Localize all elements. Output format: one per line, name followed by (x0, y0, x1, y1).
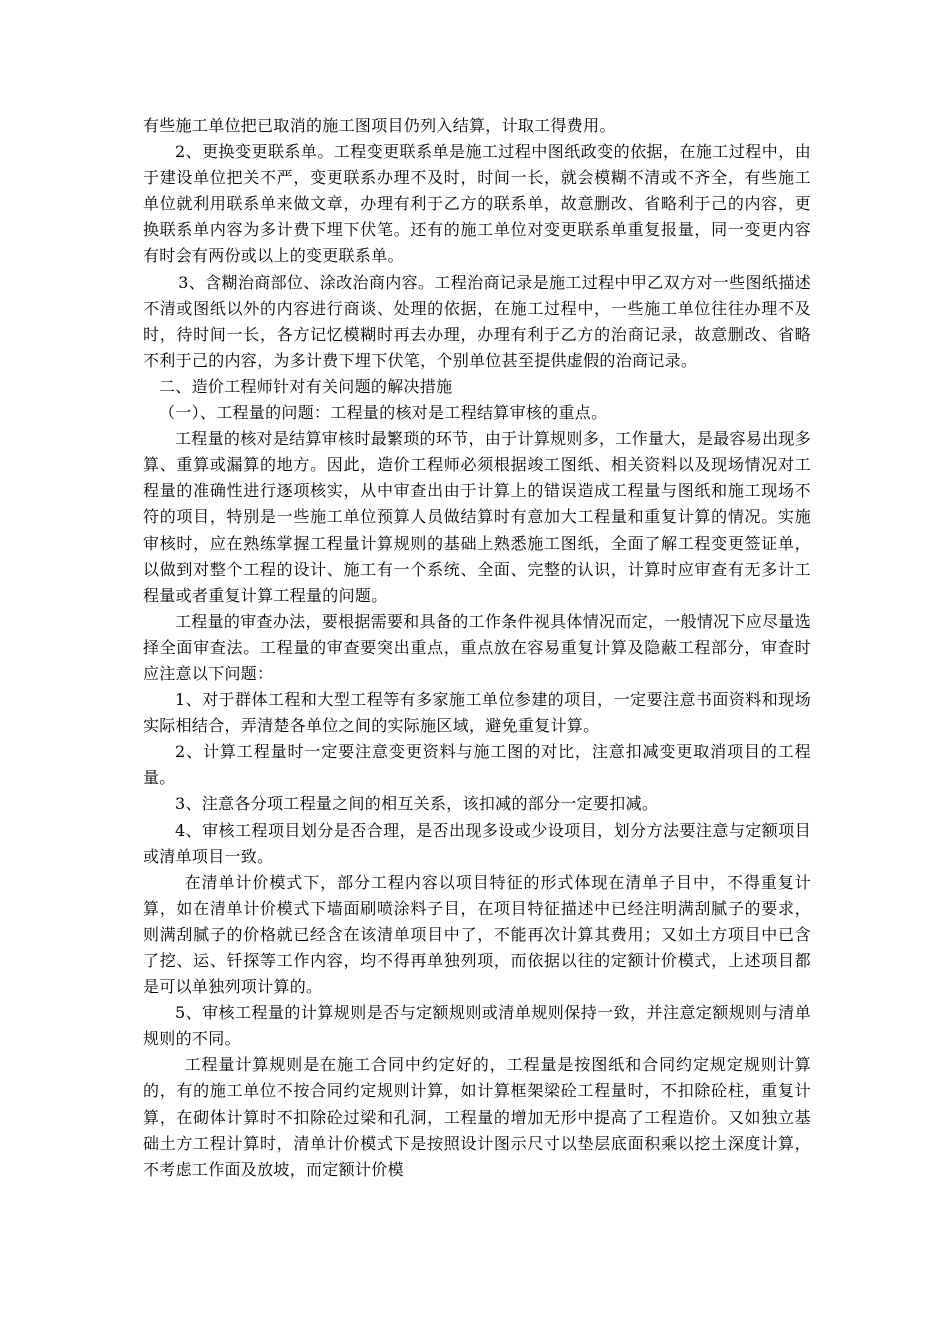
paragraph-6: 在清单计价模式下，部分工程内容以项目特征的形式体现在清单子目中，不得重复计算，如在清单计价模式下墙面刷喷涂料子目，在项目特征描述中已经注明满刮腻子的要求，则满刮腻子的价格就已经含在该清单项目中了，不能再次计算其费用；又如土方项目中已含了挖、运、钎探等工作内容，均不得再单独列项，而依据以往的定额计价模式，上述项目都是可以单独列项计算的。 (143, 872, 811, 997)
list-item-5: 5、审核工程量的计算规则是否与定额规则或清单规则保持一致，并注意定额规则与清单规则的不同。 (143, 1003, 811, 1049)
paragraph-1: 有些施工单位把已取消的施工图项目仍列入结算，计取工得费用。 (143, 116, 616, 135)
list-item-2: 2、计算工程量时一定要注意变更资料与施工图的对比，注意扣减变更取消项目的工程量。 (143, 742, 811, 788)
list-item-4: 4、审核工程项目划分是否合理，是否出现多设或少设项目，划分方法要注意与定额项目或清单项目一致。 (143, 820, 811, 866)
paragraph-5: 工程量的审查办法，要根据需要和具备的工作条件视具体情况而定，一般情况下应尽量选择全面审查法。工程量的审查要突出重点，重点放在容易重复计算及隐蔽工程部分，审查时应注意以下问题： (143, 611, 811, 683)
subsection-heading: （一）、工程量的问题：工程量的核对是工程结算审核的重点。 (159, 403, 608, 423)
list-item-3: 3、注意各分项工程量之间的相互关系，该扣减的部分一定要扣减。 (175, 794, 659, 814)
paragraph-4: 工程量的核对是结算审核时最繁琐的环节，由于计算规则多，工作量大，是最容易出现多算、重算或漏算的地方。因此，造价工程师必须根据竣工图纸、相关资料以及现场情况对工程量的准确性进行逐项核实，从中审查出由于计算上的错误造成工程量与图纸和施工现场不符的项目，特别是一些施工单位预算人员做结算时有意加大工程量和重复计算的情况。实施审核时，应在熟练掌握工程量计算规则的基础上熟悉施工图纸，全面了解工程变更签证单，以做到对整个工程的设计、施工有一个系统、全面、完整的认识，计算时应审查有无多计工程量或者重复计算工程量的问题。 (143, 429, 811, 605)
document-page (143, 113, 811, 1183)
list-item-1: 1、对于群体工程和大型工程等有多家施工单位参建的项目，一定要注意书面资料和现场实际相结合，弄清楚各单位之间的实际施区域，避免重复计算。 (143, 690, 811, 736)
paragraph-3: 3、含糊治商部位、涂改治商内容。工程治商记录是施工过程中甲乙双方对一些图纸描述不清或图纸以外的内容进行商谈、处理的依据，在施工过程中，一些施工单位往往办理不及时，待时间一长，各方记忆模糊时再去办理，办理有利于乙方的治商记录，故意删改、省略不利于己的内容，为多计费下埋下伏笔，个别单位甚至提供虚假的治商记录。 (143, 272, 811, 370)
paragraph-7: 工程量计算规则是在施工合同中约定好的，工程量是按图纸和合同约定规定规则计算的，有的施工单位不按合同约定规则计算，如计算框架梁砼工程量时，不扣除砼柱，重复计算，在砌体计算时不扣除砼过梁和孔洞，工程量的增加无形中提高了工程造价。又如独立基础土方工程计算时，清单计价模式下是按照设计图示尺寸以垫层底面积乘以挖土深度计算，不考虑工作面及放坡，而定额计价模 (143, 1055, 811, 1179)
paragraph-2: 2、更换变更联系单。工程变更联系单是施工过程中图纸政变的依据，在施工过程中，由于建设单位把关不严，变更联系办理不及时，时间一长，就会模糊不清或不齐全，有些施工单位就利用联系单来做文章，办理有利于乙方的联系单，故意删改、省略利于己的内容，更换联系单内容为多计费下埋下伏笔。还有的施工单位对变更联系单重复报量，同一变更内容有时会有两份或以上的变更联系单。 (143, 142, 811, 266)
section-heading: 二、造价工程师针对有关问题的解决措施 (159, 376, 453, 396)
